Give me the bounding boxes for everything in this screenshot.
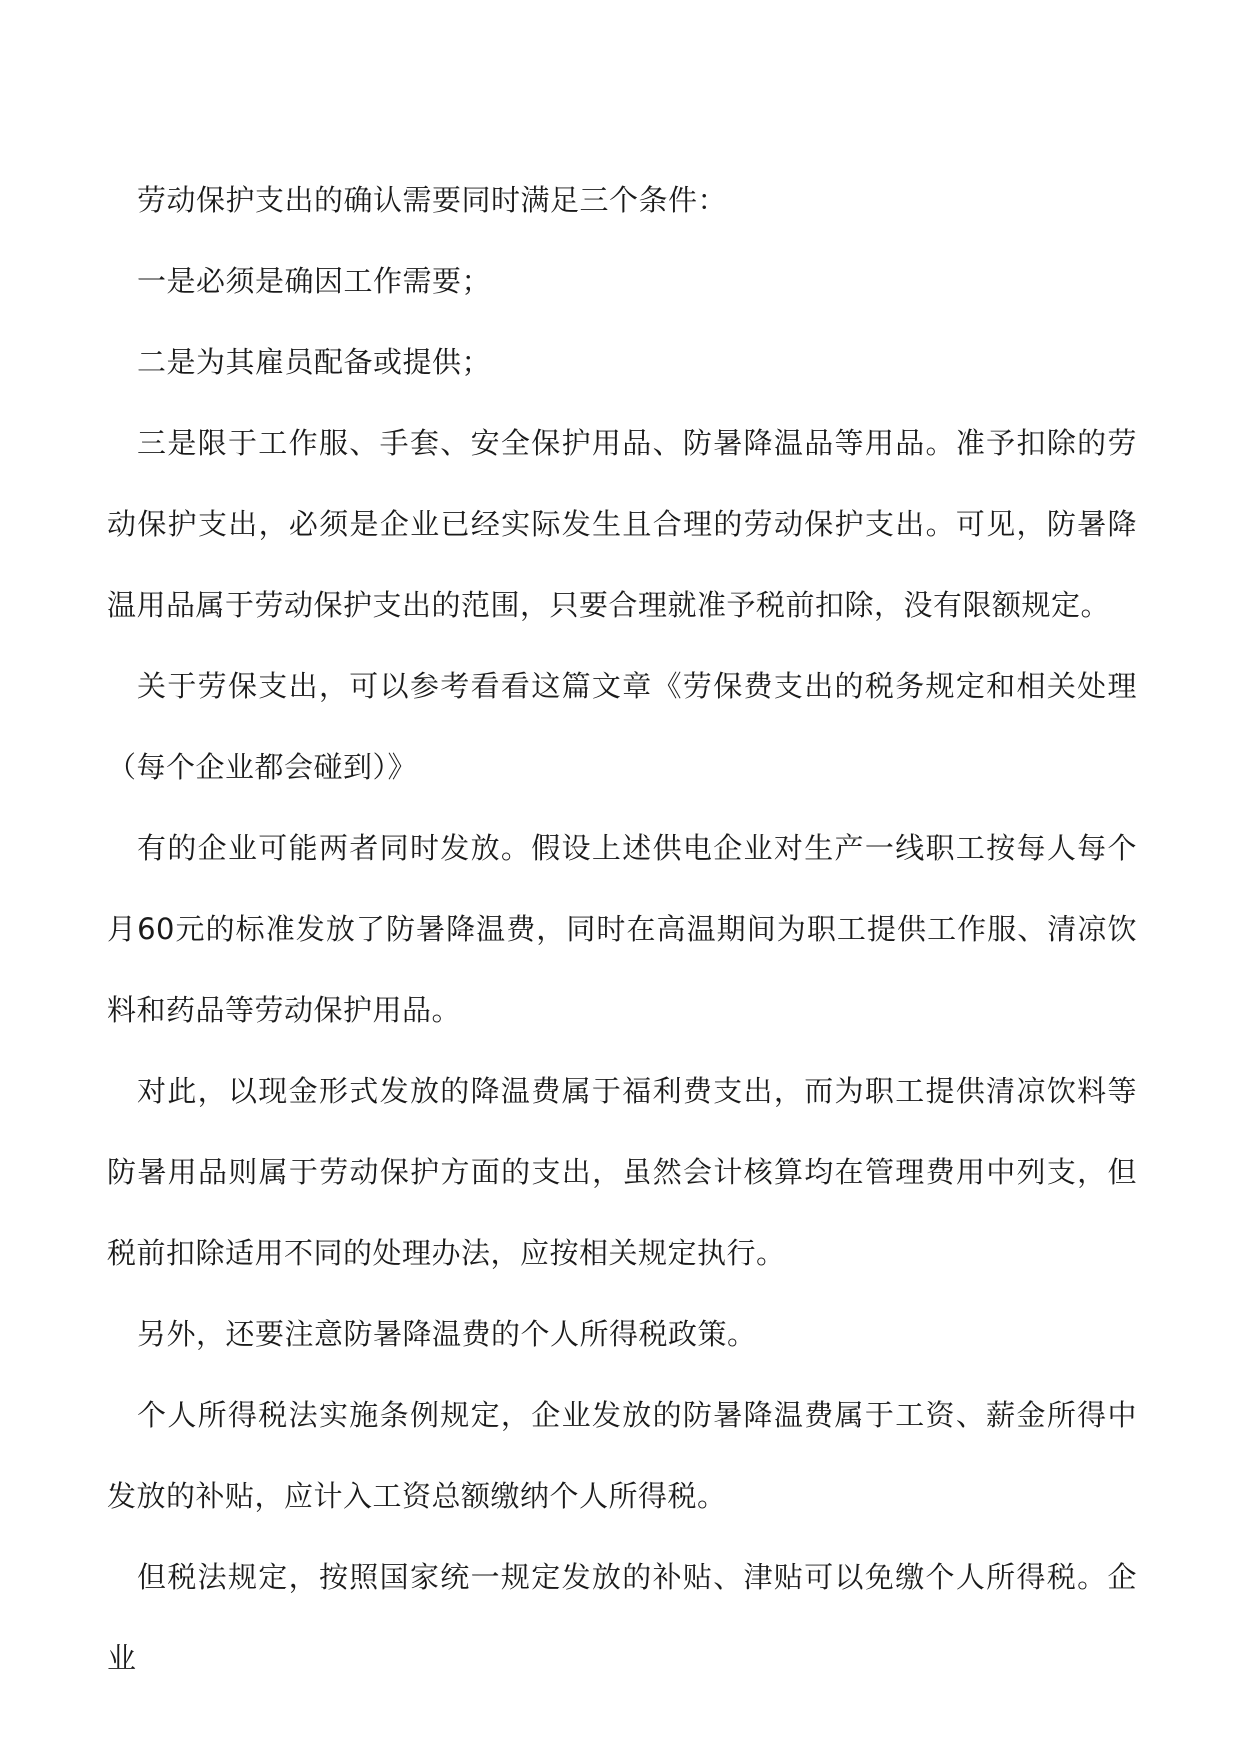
paragraph-treatment: 对此，以现金形式发放的降温费属于福利费支出，而为职工提供清凉饮料等防暑用品则属于劳动保护方面的支出，虽然会计核算均在管理费用中列支，但税前扣除适用不同的处理办法，应按相关规定执行。 xyxy=(107,1074,1137,1270)
document-body xyxy=(107,160,1137,1699)
paragraph-conditions-intro: 劳动保护支出的确认需要同时满足三个条件： xyxy=(137,183,728,217)
paragraph-condition-two: 二是为其雇员配备或提供； xyxy=(137,345,492,379)
paragraph-tax-note: 另外，还要注意防暑降温费的个人所得税政策。 xyxy=(137,1317,757,1351)
paragraph-example: 有的企业可能两者同时发放。假设上述供电企业对生产一线职工按每人每个月60元的标准发放了防暑降温费，同时在高温期间为职工提供工作服、清凉饮料和药品等劳动保护用品。 xyxy=(107,831,1137,1027)
paragraph-tax-regulation: 个人所得税法实施条例规定，企业发放的防暑降温费属于工资、薪金所得中发放的补贴，应计入工资总额缴纳个人所得税。 xyxy=(107,1398,1137,1513)
paragraph-article-reference: 关于劳保支出，可以参考看看这篇文章《劳保费支出的税务规定和相关处理（每个企业都会碰到）》 xyxy=(107,669,1137,784)
paragraph-condition-three: 三是限于工作服、手套、安全保护用品、防暑降温品等用品。准予扣除的劳动保护支出，必须是企业已经实际发生且合理的劳动保护支出。可见，防暑降温用品属于劳动保护支出的范围，只要合理就准予税前扣除，没有限额规定。 xyxy=(107,426,1137,622)
paragraph-tax-exemption: 但税法规定，按照国家统一规定发放的补贴、津贴可以免缴个人所得税。企业 xyxy=(107,1560,1137,1675)
paragraph-condition-one: 一是必须是确因工作需要； xyxy=(137,264,492,298)
